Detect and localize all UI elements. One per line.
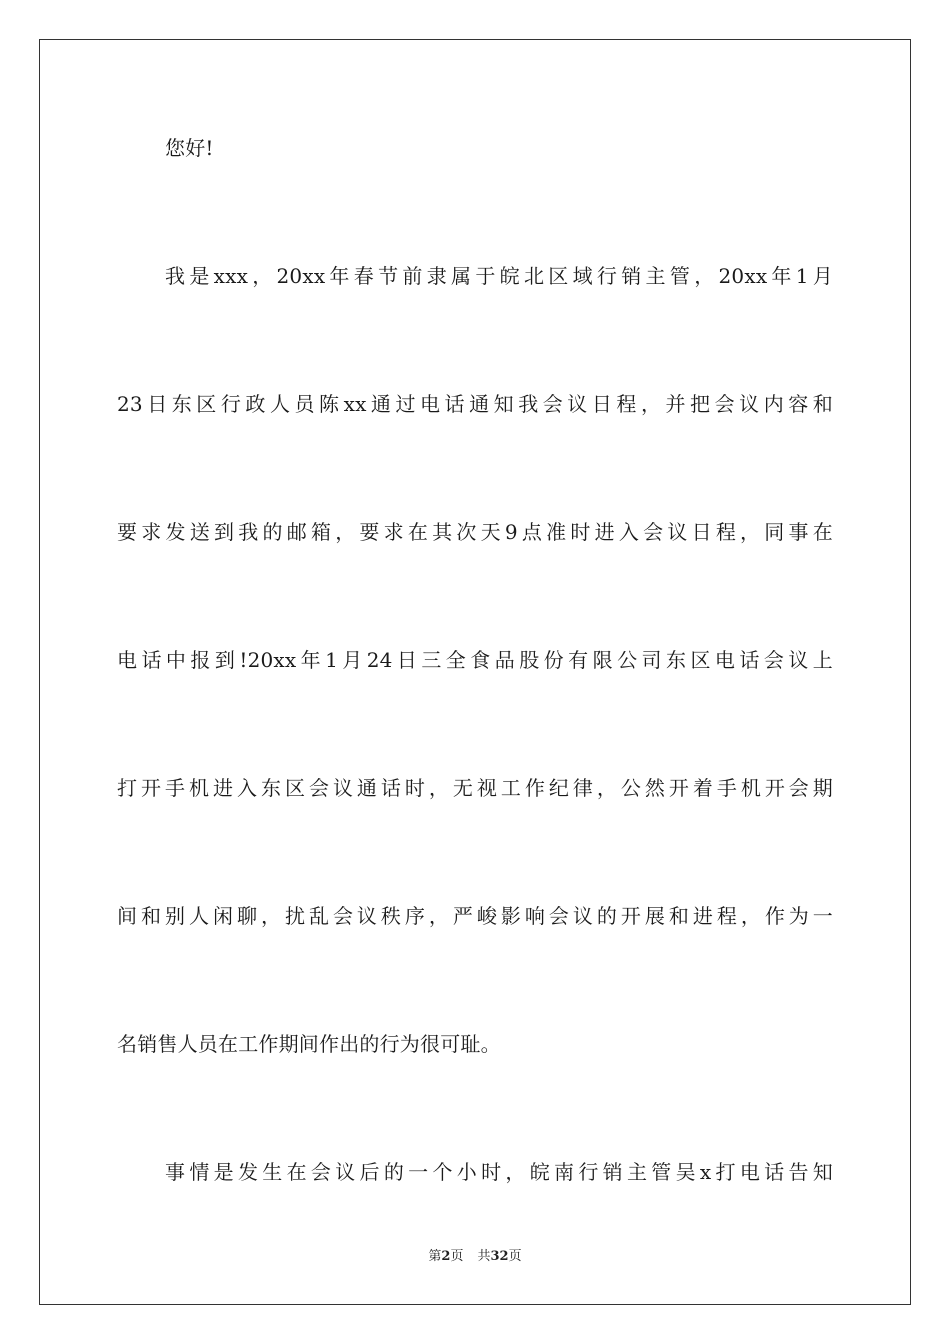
paragraph-1-line-2: 23日东区行政人员陈xx通过电话通知我会议日程，并把会议内容和 [117, 392, 833, 416]
paragraph-1-line-4: 电话中报到!20xx年1月24日三全食品股份有限公司东区电话会议上 [117, 648, 833, 672]
page-footer [0, 1248, 950, 1266]
paragraph-2-line-1: 事情是发生在会议后的一个小时，皖南行销主管吴x打电话告知 [165, 1160, 833, 1184]
paragraph-1-line-3: 要求发送到我的邮箱，要求在其次天9点准时进入会议日程，同事在 [117, 520, 833, 544]
page-number: 2 [441, 1249, 451, 1264]
total-suffix: 页 [508, 1249, 522, 1264]
paragraph-1-line-7: 名销售人员在工作期间作出的行为很可耻。 [117, 1032, 501, 1056]
paragraph-1-line-1: 我是xxx，20xx年春节前隶属于皖北区域行销主管，20xx年1月 [165, 264, 833, 288]
total-pages: 32 [490, 1249, 509, 1264]
paragraph-1-line-5: 打开手机进入东区会议通话时，无视工作纪律，公然开着手机开会期 [117, 776, 833, 800]
paragraph-1-line-6: 间和别人闲聊，扰乱会议秩序，严峻影响会议的开展和进程，作为一 [117, 904, 833, 928]
salutation: 您好! [165, 136, 214, 160]
page-suffix: 页 [450, 1249, 464, 1264]
total-prefix: 共 [477, 1249, 491, 1264]
page-prefix: 第 [428, 1249, 442, 1264]
